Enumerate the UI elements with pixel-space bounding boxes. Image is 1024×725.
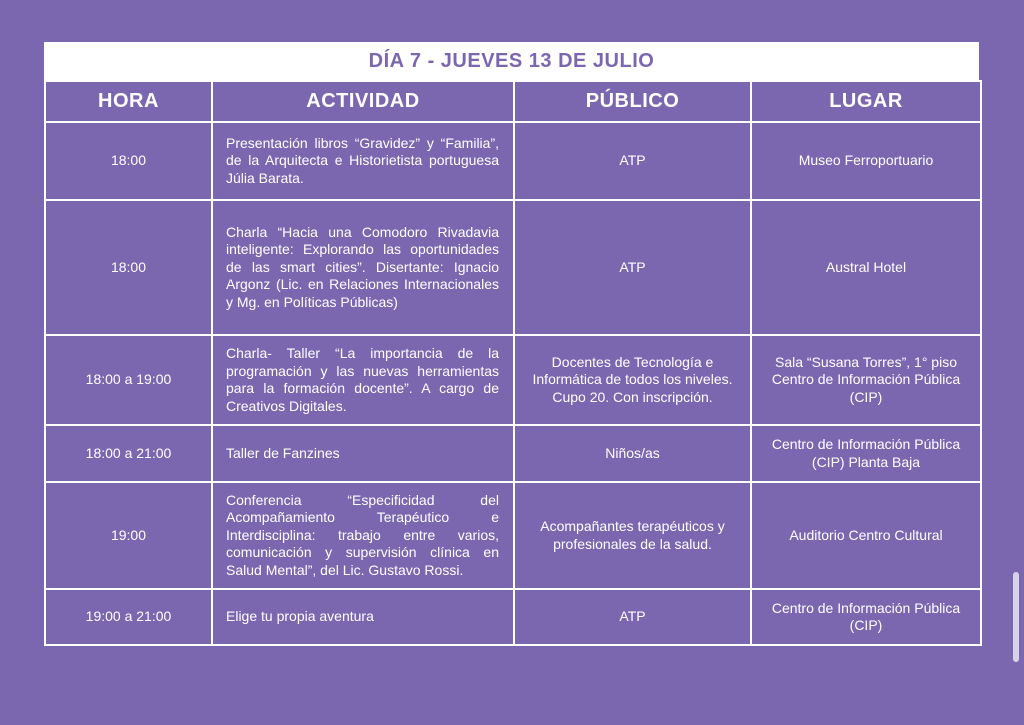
cell-audience: ATP: [514, 122, 751, 200]
table-row: [45, 425, 981, 482]
header-time: HORA: [45, 81, 212, 122]
header-activity: ACTIVIDAD: [212, 81, 514, 122]
cell-time: 19:00 a 21:00: [45, 589, 212, 645]
scrollbar[interactable]: [1013, 572, 1019, 662]
cell-audience: Docentes de Tecnología e Informática de todos los niveles. Cupo 20. Con inscripción.: [514, 335, 751, 425]
cell-audience: Niños/as: [514, 425, 751, 482]
header-row: [45, 81, 981, 122]
cell-activity: Charla “Hacia una Comodoro Rivadavia inteligente: Explorando las oportunidades de las smart cities”. Disertante: Ignacio Argonz (Lic. en Relaciones Internacionales y Mg. en Políticas Públicas): [212, 200, 514, 335]
table-row: [45, 200, 981, 335]
cell-activity: Presentación libros “Gravidez” y “Familia”, de la Arquitecta e Historietista portuguesa Júlia Barata.: [212, 122, 514, 200]
cell-audience: ATP: [514, 200, 751, 335]
cell-place: Museo Ferroportuario: [751, 122, 981, 200]
header-audience: PÚBLICO: [514, 81, 751, 122]
cell-time: 18:00: [45, 122, 212, 200]
schedule-table: [44, 80, 982, 646]
cell-audience: Acompañantes terapéuticos y profesionales de la salud.: [514, 482, 751, 589]
cell-activity: Taller de Fanzines: [212, 425, 514, 482]
cell-time: 19:00: [45, 482, 212, 589]
table-row: [45, 482, 981, 589]
cell-place: Centro de Información Pública (CIP) Planta Baja: [751, 425, 981, 482]
cell-audience: ATP: [514, 589, 751, 645]
cell-time: 18:00 a 21:00: [45, 425, 212, 482]
cell-activity: Charla- Taller “La importancia de la programación y las nuevas herramientas para la formación docente”. A cargo de Creativos Digitales.: [212, 335, 514, 425]
table-row: [45, 589, 981, 645]
cell-place: Sala “Susana Torres”, 1° piso Centro de Información Pública (CIP): [751, 335, 981, 425]
table-row: [45, 335, 981, 425]
cell-activity: Elige tu propia aventura: [212, 589, 514, 645]
cell-activity: Conferencia “Especificidad del Acompañamiento Terapéutico e Interdisciplina: trabajo entre varios, comunicación y supervisión clínica en Salud Mental”, del Lic. Gustavo Rossi.: [212, 482, 514, 589]
cell-time: 18:00: [45, 200, 212, 335]
table-row: [45, 122, 981, 200]
day-title: DÍA 7 - JUEVES 13 DE JULIO: [44, 42, 979, 80]
cell-place: Auditorio Centro Cultural: [751, 482, 981, 589]
cell-place: Austral Hotel: [751, 200, 981, 335]
cell-time: 18:00 a 19:00: [45, 335, 212, 425]
cell-place: Centro de Información Pública (CIP): [751, 589, 981, 645]
header-place: LUGAR: [751, 81, 981, 122]
